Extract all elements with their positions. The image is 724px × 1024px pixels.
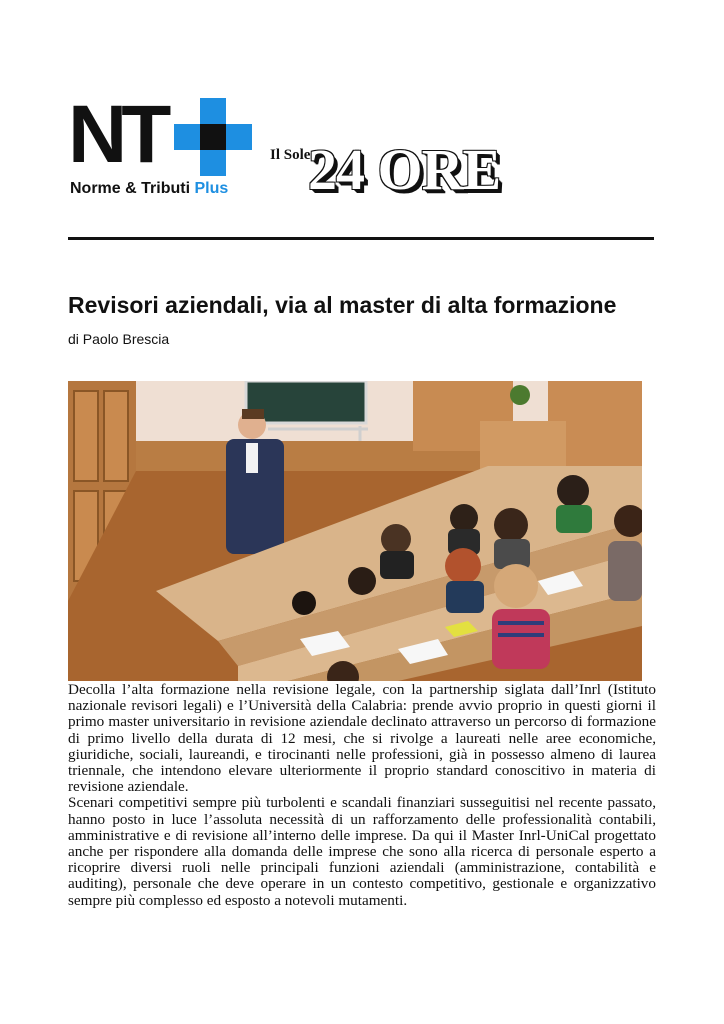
sole-logo-big: 24 ORE [308, 137, 501, 202]
nt-plus-icon-center [200, 124, 226, 150]
article-body [68, 682, 656, 909]
nt-logo-tagline [70, 180, 228, 198]
article-paragraph-2: Scenari competitivi sempre più turbolenti e scandali finanziari susseguitisi nel recente passato, hanno posto in luce l’assoluta necessità di un rafforzamento delle professionalità contabili, amministrative e di revisione all’interno delle imprese. Da qui il Master Inrl-UniCal progettato anche per rispondere alla domanda delle imprese che sono alla ricerca di personale esperto a ricoprire diversi ruoli nelle principali funzioni aziendali (amministrazione, contabilità e auditing), personale che deve operare in un contesto competitivo, gestionale e organizzativo sempre più complesso ed esposto a notevoli mutamenti. [68, 794, 656, 909]
article-photo [68, 381, 642, 681]
article-paragraph-1: Decolla l’alta formazione nella revisione legale, con la partnership siglata dall’Inrl (Istituto nazionale revisori legali) e l’Università della Calabria: prende avvio proprio in questi giorni il primo master universitario in revisione aziendale declinato attraverso un percorso di formazione di primo livello della durata di 12 mesi, che si rivolge a laureati nelle aree economiche, giuridiche, sociali, laureandi, e tirocinanti nelle professioni, già in possesso almeno di laurea triennale, che intendono elevare ulteriormente il proprio standard conoscitivo in materia di revisione aziendale. [68, 681, 656, 796]
article-byline: di Paolo Brescia [68, 331, 170, 347]
sole-logo-small: Il Sole [270, 147, 311, 163]
tagline-main: Norme & Tributi [70, 180, 191, 197]
tagline-plus: Plus [194, 180, 229, 197]
header-divider [68, 237, 654, 240]
nt-logo-letters: NT [68, 89, 166, 180]
article-title: Revisori aziendali, via al master di alta formazione [68, 292, 617, 318]
